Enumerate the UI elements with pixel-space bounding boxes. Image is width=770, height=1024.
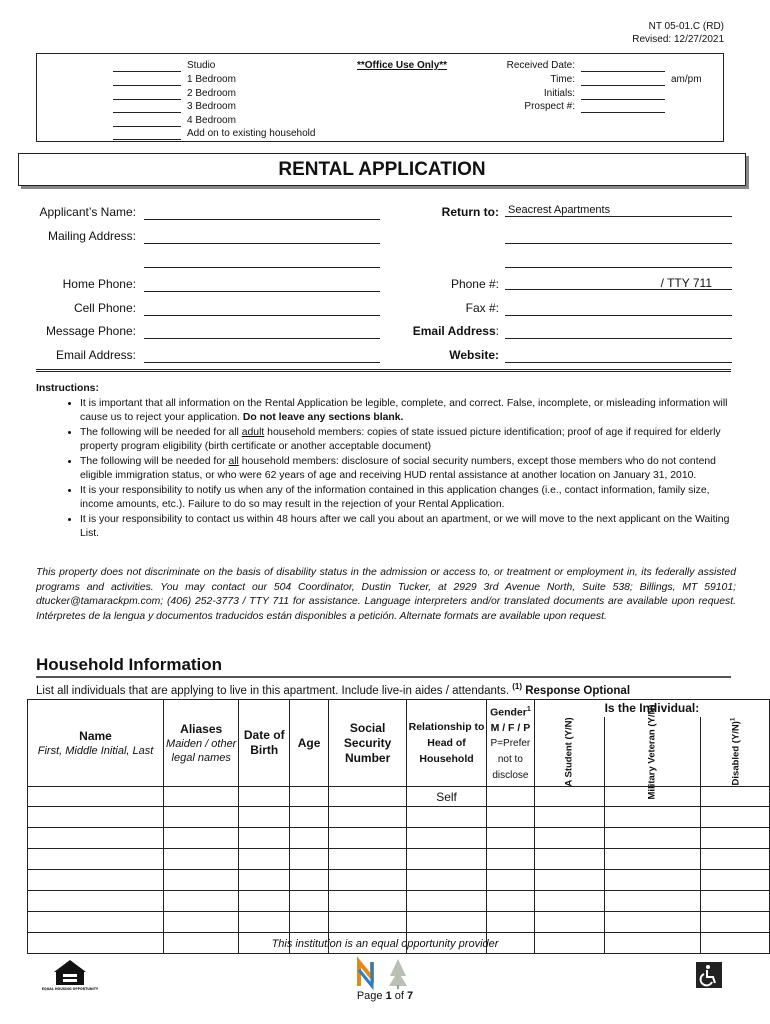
mailing-address-input-2[interactable] [144,253,380,268]
return-address-input-2[interactable] [505,253,732,268]
table-row [28,891,770,912]
col-aliases-header: Aliases Maiden / other legal names [164,700,239,787]
time-field [475,73,702,86]
ampm-label: am/pm [671,74,702,85]
household-intro: List all individuals that are applying to live in this apartment. Include live-in aides / attendants. $^{(1)}$ Response Optional [36,682,631,697]
equal-housing-icon [41,958,99,992]
initials-label: Initials: [543,88,575,99]
email-right-input[interactable] [505,324,732,339]
unit-blank[interactable] [113,62,181,72]
unit-label: Add on to existing household [187,128,316,139]
unit-blank[interactable] [113,90,181,100]
time-input[interactable] [581,76,665,86]
office-use-only-label: **Office Use Only** [357,60,448,71]
instructions-heading: Instructions: [36,383,99,394]
is-individual-header: Is the Individual: [534,700,769,717]
unit-blank[interactable] [113,76,181,86]
accessibility-logo [696,962,722,991]
col-student-header: A Student (Y/N) [534,717,604,787]
brand-logo [356,956,412,993]
received-date-label: Received Date: [506,60,575,71]
unit-label: 2 Bedroom [187,88,236,99]
col-ssn-header: Social Security Number [329,700,407,787]
email-right-colon: : [495,324,499,338]
unit-blank[interactable] [113,117,181,127]
tty-label: / TTY 711 [660,276,712,290]
phone-label: Phone #: [450,277,499,291]
fax-input[interactable] [505,301,732,316]
col-military-header: Military Veteran (Y/N) [605,717,701,787]
col-relationship-header: Relationship to Head of Household [407,700,487,787]
unit-option-studio[interactable] [113,59,215,72]
website-label: Website: [449,348,499,362]
home-phone-input[interactable] [144,277,380,292]
table-row [28,828,770,849]
unit-label: 4 Bedroom [187,115,236,126]
email-label: Email Address: [55,348,136,362]
received-date-field [475,59,665,72]
household-title: Household Information [36,655,223,674]
col-gender-header: Gender$^1$ M / F / P P=Prefer not to disclose [486,700,534,787]
table-row [28,870,770,891]
relationship-self: Self [407,787,487,807]
fax-label: Fax #: [465,301,499,315]
unit-blank[interactable] [113,103,181,113]
form-code: NT 05-01.C (RD) [648,21,724,32]
wheelchair-icon [696,962,722,988]
unit-blank[interactable] [113,130,181,140]
return-to-label: Return to: [441,205,499,219]
nondiscrimination-notice: This property does not discriminate on the basis of disability status in the admission or access to, or treatment or employment in, its federally assisted programs and activities. You may contact our 504 Coordinator, Dustin Tucker, at 2929 3rd Avenue North, Suite 538; Billings, MT 59101; dtucker@tamarackpm.com; (406) 252-3773 / TTY 711 for assistance. Language interpreters and/or translated documents are available upon request. Intérpretes de la lengua y documentos traducidos están disponibles a petición. Alternate formats are available upon request. [36,567,736,622]
table-row [28,787,770,807]
col-dob-header: Date of Birth [239,700,290,787]
cell-phone-input[interactable] [144,301,380,316]
initials-field [475,87,665,100]
col-age-header: Age [290,700,329,787]
unit-option-4br[interactable] [113,114,236,127]
return-to-input[interactable]: Seacrest Apartments [505,203,732,217]
initials-input[interactable] [581,90,665,100]
col-disabled-header: Disabled $(Y/N)^1$ [701,717,770,787]
message-phone-input[interactable] [144,324,380,339]
phone-input[interactable] [505,276,732,290]
instruction-item: • The following will be needed for all adult household members: copies of state issued picture identification; proof of age if required for elderly property program eligibility (birth certificate or another acceptable document) [80,426,736,455]
unit-label: 1 Bedroom [187,74,236,85]
col-name-header: Name First, Middle Initial, Last [28,700,164,787]
instruction-item: • It is important that all information on the Rental Application be legible, complete, and correct. False, incomplete, or misleading information will cause us to reject your application. Do not leave any sections blank. [80,397,736,426]
household-table [27,699,770,954]
unit-option-3br[interactable] [113,100,236,113]
mailing-address-label: Mailing Address: [47,229,136,243]
email-right-label: Email Address [412,324,496,338]
instructions [36,382,736,542]
message-phone-label: Message Phone: [45,324,136,338]
unit-option-1br[interactable] [113,73,236,86]
page-title: RENTAL APPLICATION [18,153,746,186]
applicant-name-label: Applicant’s Name: [39,205,136,219]
email-input[interactable] [144,348,380,363]
section-divider [36,369,731,372]
household-rule [36,676,731,678]
website-input[interactable] [505,348,732,363]
unit-option-addon[interactable] [113,127,315,140]
eho-logo-text: EQUAL HOUSING OPPORTUNITY [41,987,99,991]
equal-opportunity-statement: This institution is an equal opportunity provider [271,938,499,950]
mailing-address-input-1[interactable] [144,229,380,244]
company-logo-icon [356,956,412,990]
prospect-label: Prospect #: [524,101,575,112]
revised-date: Revised: 12/27/2021 [632,34,724,45]
time-label: Time: [550,74,575,85]
table-row [28,807,770,828]
unit-label: Studio [187,60,216,71]
page-number: Page 1 of 7 [356,990,414,1002]
prospect-input[interactable] [581,103,665,113]
return-address-input-1[interactable] [505,229,732,244]
prospect-field [475,100,665,113]
unit-label: 3 Bedroom [187,101,236,112]
instruction-item: • It is your responsibility to notify us when any of the information contained in this application changes (i.e., contact information, family size, income amounts, etc.). Failure to do so may result in the rejection of your Rental Application. [80,484,736,513]
home-phone-label: Home Phone: [62,277,136,291]
cell-phone-label: Cell Phone: [73,301,136,315]
table-row [28,912,770,933]
office-use-box [36,53,724,142]
instruction-item: • The following will be needed for all household members: disclosure of social security numbers, except those members who do not contend eligible immigration status, or who were 62 years of age and receiving HUD rental assistance at another location on January 31, 2010. [80,455,736,484]
instruction-item: • It is your responsibility to contact us within 48 hours after we call you about an apartment, or we will move to the next applicant on the Waiting List. [80,513,736,542]
table-row [28,849,770,870]
applicant-name-input[interactable] [144,205,380,220]
unit-option-2br[interactable] [113,87,236,100]
received-date-input[interactable] [581,62,665,72]
